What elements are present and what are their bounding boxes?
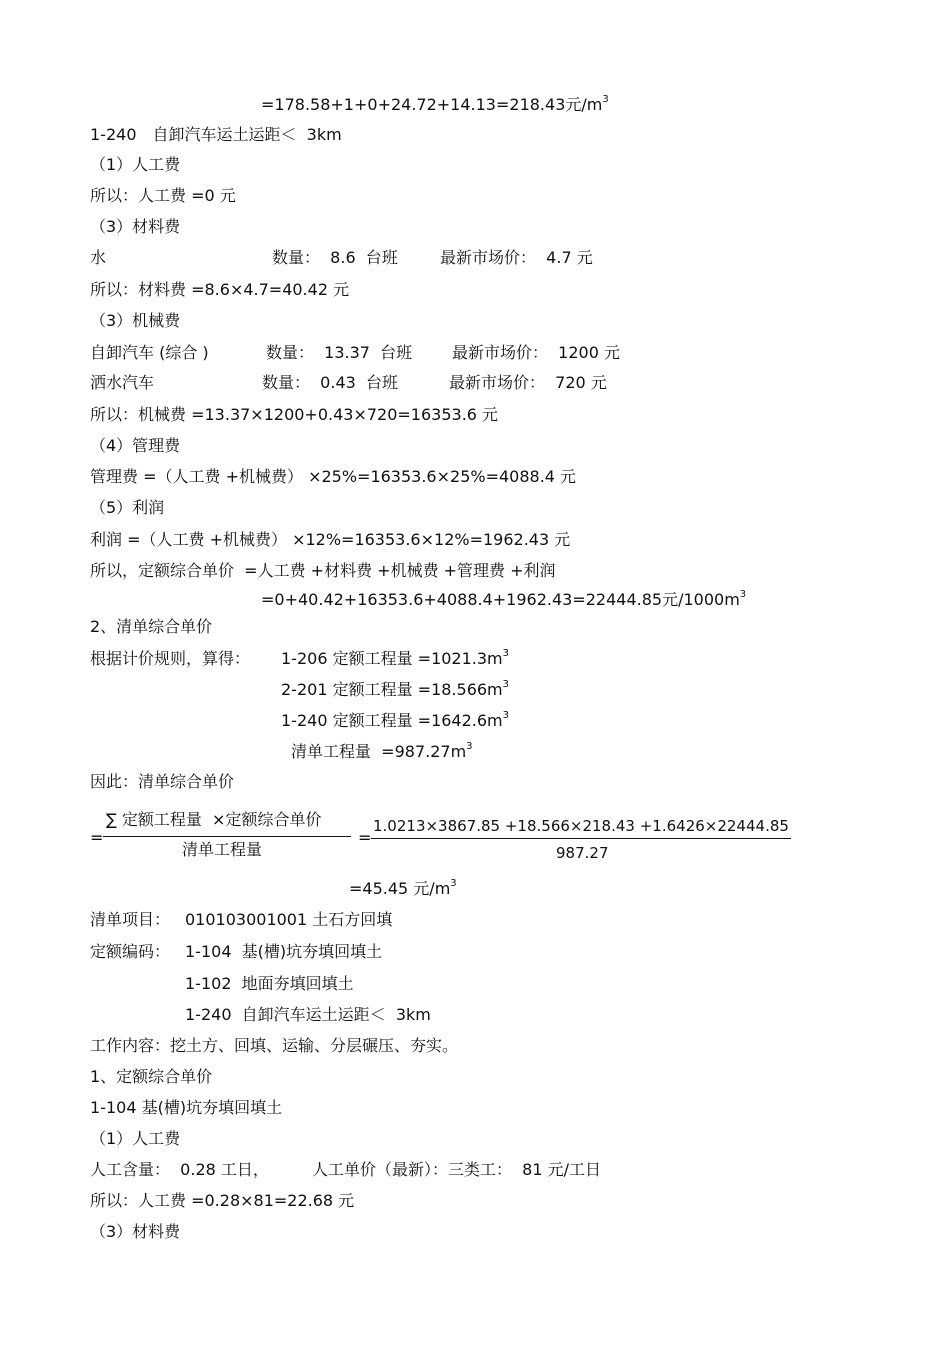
superscript: 3 [466, 741, 473, 752]
superscript: 3 [450, 878, 457, 889]
material-name: 水 [90, 248, 107, 267]
superscript: 3 [502, 679, 510, 690]
calc-text: =178.58+1+0+24.72+14.13=218.43元/m [261, 95, 603, 114]
material-qty: 数量： 8.6 台班 [272, 248, 398, 267]
superscript: 3 [502, 710, 510, 721]
section-heading: （1）人工费 [90, 155, 181, 174]
equals-sign: = [358, 828, 372, 847]
field-value: 010103001001 土石方回填 [185, 910, 393, 929]
calc-text: 清单工程量 =987.27m [291, 742, 467, 761]
calc-line [261, 95, 609, 115]
fraction-numerator: ∑ 定额工程量 ×定额综合单价 [106, 810, 322, 829]
field-value: 1-102 地面夯填回填土 [185, 974, 354, 993]
field-value: 1-240 自卸汽车运土运距＜ 3km [185, 1005, 431, 1024]
equals-sign: = [90, 828, 104, 847]
section-heading: （3）机械费 [90, 311, 181, 330]
superscript: 3 [602, 94, 609, 105]
calc-line: 所以，定额综合单价 =人工费 +材料费 +机械费 +管理费 +利润 [90, 561, 556, 580]
material-price: 最新市场价： 4.7 元 [440, 248, 593, 267]
fraction-numerator: 1.0213×3867.85 +18.566×218.43 +1.6426×22444.85 [373, 817, 789, 835]
calc-label: 根据计价规则，算得： [90, 649, 251, 668]
fraction-denominator: 清单工程量 [182, 840, 263, 859]
item-heading: 1-240 自卸汽车运土运距＜ 3km [90, 125, 342, 144]
calc-line [349, 879, 457, 899]
calc-line: 所以：人工费 =0.28×81=22.68 元 [90, 1191, 355, 1210]
item-heading: 1-104 基(槽)坑夯填回填土 [90, 1098, 283, 1117]
calc-text: 1-240 定额工程量 =1642.6m [281, 711, 503, 730]
work-content: 工作内容：挖土方、回填、运输、分层碾压、夯实。 [90, 1036, 459, 1055]
machine-name: 洒水汽车 [90, 373, 155, 392]
calc-text: =45.45 元/m [349, 879, 451, 898]
machine-qty: 数量： 0.43 台班 [262, 373, 398, 392]
calc-text: 1-206 定额工程量 =1021.3m [281, 649, 503, 668]
superscript: 3 [502, 648, 510, 659]
calc-label: 因此：清单综合单价 [90, 772, 235, 791]
fraction-bar [103, 836, 351, 837]
section-heading: （1）人工费 [90, 1129, 181, 1148]
calc-line [281, 680, 509, 700]
machine-name: 自卸汽车 (综合 ) [90, 343, 209, 362]
calc-line [281, 711, 509, 731]
calc-line: 利润 =（人工费 +机械费） ×12%=16353.6×12%=1962.43 元 [90, 530, 571, 549]
machine-qty: 数量： 13.37 台班 [266, 343, 413, 362]
calc-line [291, 742, 473, 762]
calc-text: =0+40.42+16353.6+4088.4+1962.43=22444.85元/1000m [261, 590, 740, 609]
section-heading: 1、定额综合单价 [90, 1067, 213, 1086]
field-value: 1-104 基(槽)坑夯填回填土 [185, 942, 383, 961]
calc-line: 管理费 =（人工费 +机械费） ×25%=16353.6×25%=4088.4 元 [90, 467, 577, 486]
superscript: 3 [739, 589, 747, 600]
calc-line: 所以：人工费 =0 元 [90, 186, 236, 205]
fraction-denominator: 987.27 [556, 844, 609, 862]
fraction-bar [371, 838, 791, 839]
section-heading: （3）材料费 [90, 1222, 181, 1241]
labor-content: 人工含量： 0.28 工日， [90, 1160, 269, 1179]
calc-line: 所以：机械费 =13.37×1200+0.43×720=16353.6 元 [90, 405, 499, 424]
section-heading: 2、清单综合单价 [90, 617, 213, 636]
calc-line: 所以：材料费 =8.6×4.7=40.42 元 [90, 280, 350, 299]
section-heading: （4）管理费 [90, 436, 181, 455]
field-label: 定额编码： [90, 942, 171, 961]
calc-line [281, 649, 509, 669]
section-heading: （5）利润 [90, 498, 165, 517]
machine-price: 最新市场价： 1200 元 [452, 343, 620, 362]
section-heading: （3）材料费 [90, 217, 181, 236]
field-label: 清单项目： [90, 910, 171, 929]
machine-price: 最新市场价： 720 元 [449, 373, 607, 392]
calc-line [261, 590, 746, 610]
calc-text: 2-201 定额工程量 =18.566m [281, 680, 503, 699]
labor-rate: 人工单价（最新）：三类工： 81 元/工日 [312, 1160, 602, 1179]
